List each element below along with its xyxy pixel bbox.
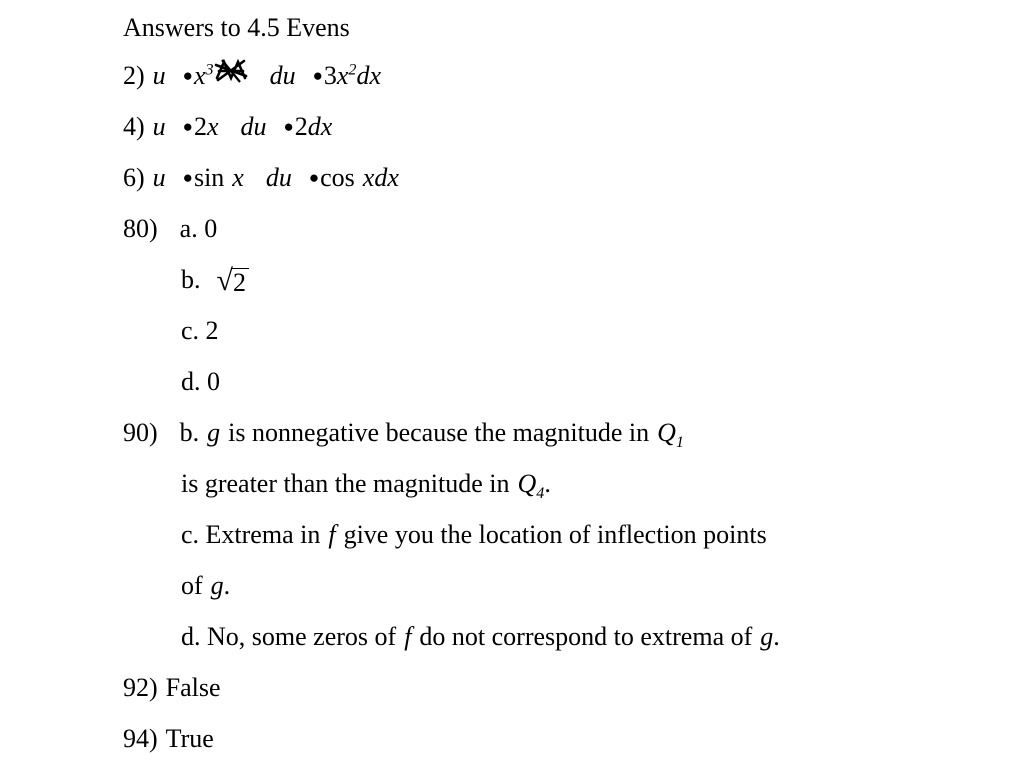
diff-du-4: du (240, 112, 267, 141)
var-g-90c: g (210, 571, 224, 600)
answer-line-90b (123, 407, 1003, 458)
answer-line-80b (123, 254, 1003, 305)
answer-90-c-text2: give you the location of inflection points (343, 520, 767, 549)
answer-90-d-text: d. No, some zeros of (181, 622, 397, 651)
var-g-90b: g (207, 418, 221, 447)
square-root-expression (216, 264, 249, 297)
var-x-cubed: $x^3$ (193, 61, 214, 90)
answer-line-90b-cont (123, 458, 1003, 509)
answer-94-text: True (165, 724, 214, 753)
item-number-92: 92) (123, 673, 158, 702)
item-number-90: 90) (123, 418, 158, 447)
diff-du-6: du (265, 163, 292, 192)
answer-line-80c (123, 305, 1003, 356)
page-title: Answers to 4.5 Evens (123, 13, 350, 42)
item-number-94: 94) (123, 724, 158, 753)
diff-dx-4: dx (307, 112, 333, 141)
bullet-icon: ● (308, 168, 320, 187)
func-cos: cos (320, 163, 355, 192)
period-90d: . (773, 622, 780, 651)
scribble-mark-icon (214, 58, 248, 84)
func-sin: sin (193, 163, 225, 192)
answer-90-c-text: c. Extrema in (181, 520, 321, 549)
expr-xdx: xdx (362, 163, 399, 192)
answer-line-80a (123, 203, 1003, 254)
coef-2-a: 2 (193, 112, 207, 141)
diff-dx-2: dx (356, 61, 381, 90)
diff-du-2: du (269, 61, 296, 90)
var-g-90d: g (760, 622, 774, 651)
var-f-90c: f (328, 520, 336, 549)
var-u-2: u (152, 61, 166, 90)
answer-80-a: a. 0 (179, 214, 218, 243)
answer-line-94 (123, 713, 1003, 764)
answer-line-90d (123, 611, 1003, 662)
answer-80-d: d. 0 (181, 367, 220, 396)
answer-line-90c (123, 509, 1003, 560)
answer-line-90c-cont (123, 560, 1003, 611)
item-number-4: 4) (123, 112, 145, 141)
var-x-squared: $x^2$ (336, 61, 357, 90)
quadrant-q4: $Q_4$ (517, 469, 545, 503)
answer-line-2 (123, 50, 1003, 101)
answer-90-b-text: is nonnegative because the magnitude in (228, 418, 650, 447)
bullet-icon: ● (182, 168, 193, 187)
radical-sign-icon: √ (216, 264, 233, 297)
answer-80-b-label: b. (181, 265, 201, 294)
coef-2-b: 2 (294, 112, 308, 141)
answer-92-text: False (165, 673, 221, 702)
answer-80-c: c. 2 (181, 316, 219, 345)
answer-line-4 (123, 101, 1003, 152)
radicand: 2 (231, 268, 249, 296)
bullet-icon: ● (283, 117, 294, 136)
answer-90-b-line2: is greater than the magnitude in (181, 469, 510, 498)
answer-line-80d (123, 356, 1003, 407)
var-x-4: x (206, 112, 219, 141)
bullet-icon: ● (312, 66, 323, 85)
answer-90-b-label: b. (179, 418, 200, 447)
bullet-icon: ● (182, 117, 193, 136)
answer-line-92 (123, 662, 1003, 713)
answer-90-c-line2: of (181, 571, 203, 600)
var-x-6: x (232, 163, 244, 192)
answer-line-6 (123, 152, 1003, 203)
var-f-90d: f (404, 622, 412, 651)
coef-3: 3 (323, 61, 337, 90)
var-u-4: u (152, 112, 166, 141)
item-number-80: 80) (123, 214, 158, 243)
quadrant-q1: $Q_1$ (657, 418, 684, 452)
period-90c: . (223, 571, 231, 600)
answer-90-d-text2: do not correspond to extrema of (419, 622, 753, 651)
period-90b: . (544, 469, 551, 498)
bullet-icon: ● (182, 66, 193, 85)
item-number-2: 2) (123, 61, 145, 90)
var-u-6: u (152, 163, 166, 192)
document-content (123, 6, 1003, 764)
item-number-6: 6) (123, 163, 145, 192)
